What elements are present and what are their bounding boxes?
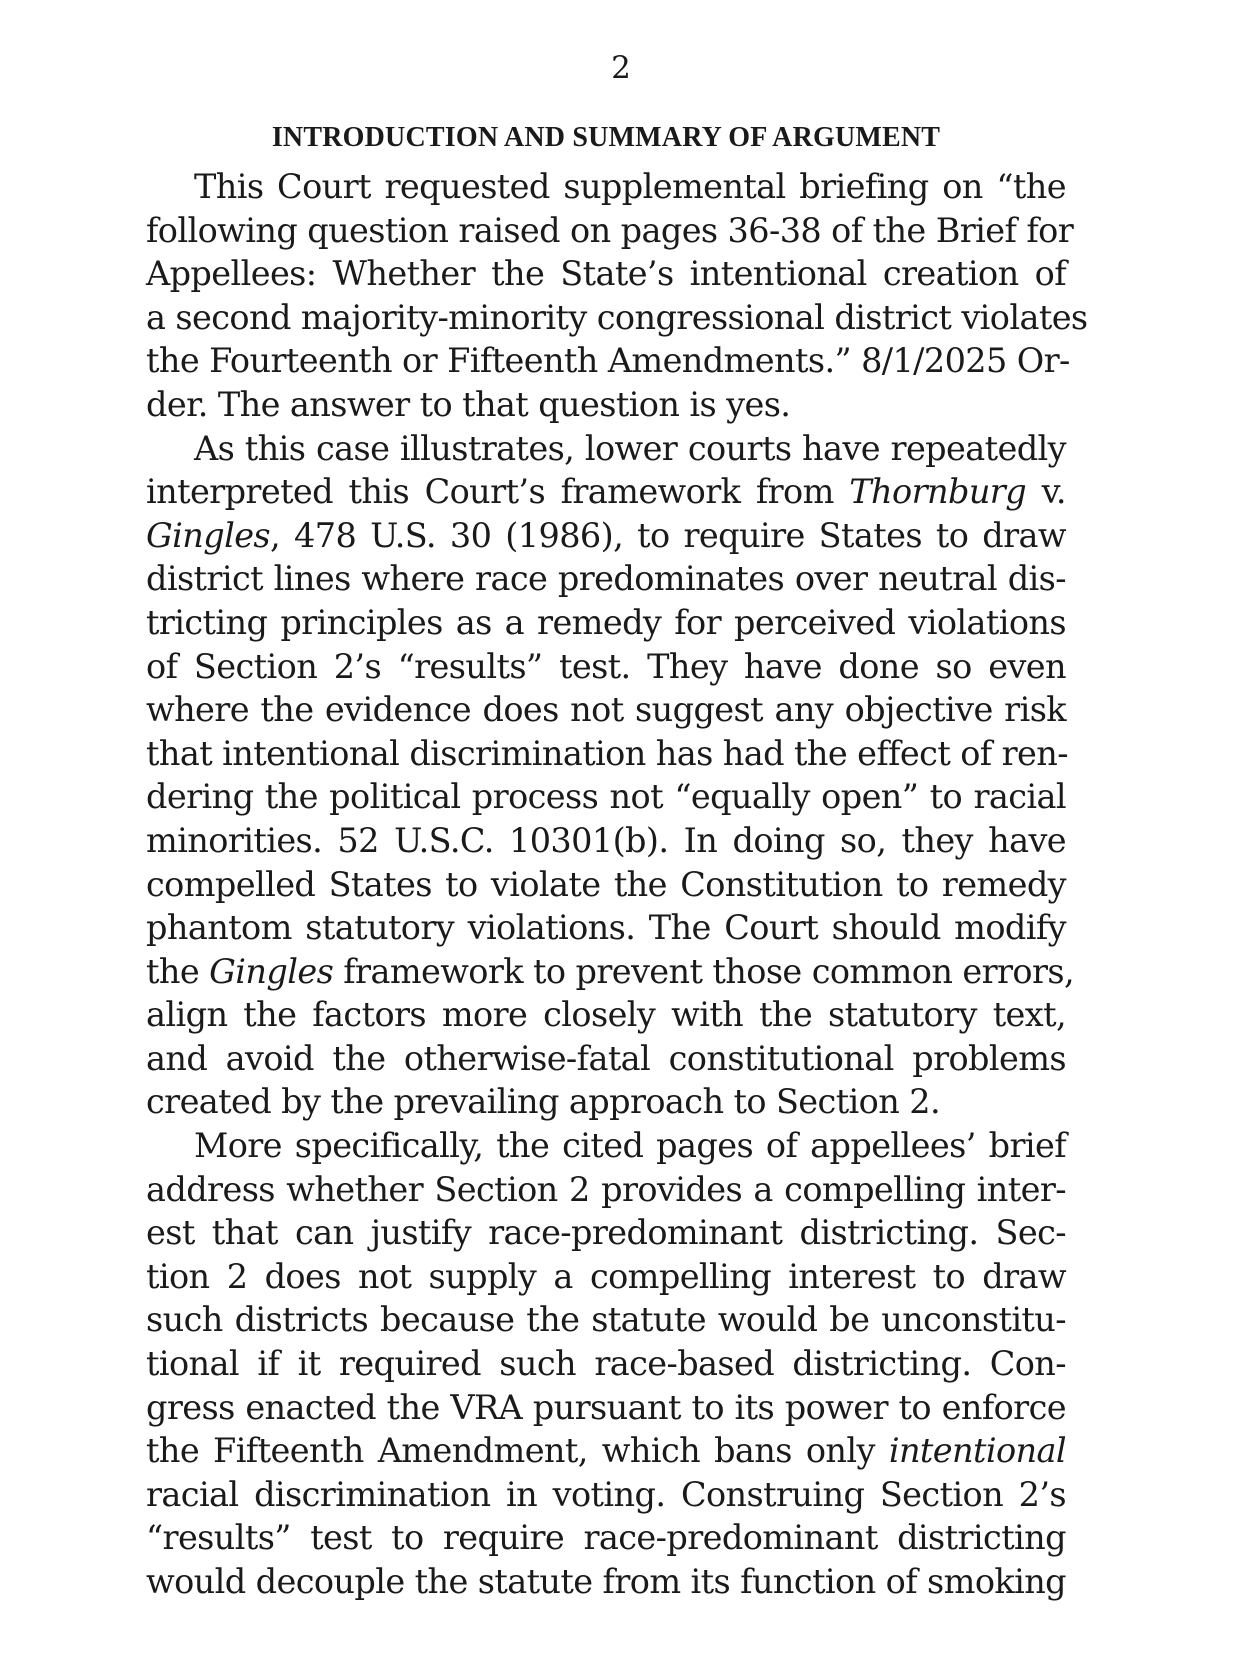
text-line: compelled States to violate the Constitution to remedy	[146, 864, 1066, 904]
text-line	[146, 514, 1066, 558]
text-line: a second majority-minority congressional district violates	[146, 297, 1088, 337]
paragraph-1	[146, 165, 1088, 427]
text-line: racial discrimination in voting. Construing Section 2’s	[146, 1474, 1066, 1514]
text-line	[146, 950, 1075, 994]
text-line: minorities. 52 U.S.C. 10301(b). In doing so, they have	[146, 820, 1066, 860]
text-segment: the	[146, 951, 200, 991]
paragraph-2	[146, 427, 1075, 1125]
text-line: dering the political process not “equally open” to racial	[146, 777, 1066, 817]
case-name-italic: Gingles	[146, 515, 271, 555]
paragraph-3	[146, 1124, 1066, 1604]
text-line: der. The answer to that question is yes.	[146, 384, 791, 424]
text-segment: , 478 U.S. 30 (1986), to require States to draw	[270, 515, 1066, 555]
text-line	[146, 470, 1066, 514]
text-line: align the factors more closely with the statutory text,	[146, 995, 1066, 1035]
text-line: Appellees: Whether the State’s intentional creation of	[146, 254, 1066, 294]
text-line: tricting principles as a remedy for perceived violations	[146, 602, 1066, 642]
text-line: and avoid the otherwise-fatal constitutional problems	[146, 1038, 1066, 1078]
text-line: tional if it required such race-based districting. Con-	[146, 1344, 1066, 1384]
text-segment: the Fifteenth Amendment, which bans only	[146, 1431, 875, 1471]
text-segment: interpreted this Court’s framework from	[146, 472, 834, 512]
text-line: such districts because the statute would be unconstitu-	[146, 1300, 1066, 1340]
text-line: following question raised on pages 36-38 of the Brief for	[146, 210, 1074, 250]
text-line: of Section 2’s “results” test. They have done so even	[146, 646, 1066, 686]
text-line: gress enacted the VRA pursuant to its power to enforce	[146, 1387, 1066, 1427]
text-line: More specifically, the cited pages of appellees’ brief	[194, 1126, 1066, 1166]
text-line: address whether Section 2 provides a compelling inter-	[146, 1169, 1066, 1209]
body-text	[146, 165, 1088, 1604]
text-line: “results” test to require race-predominant districting	[146, 1518, 1066, 1558]
emphasis-italic: intentional	[888, 1431, 1066, 1471]
text-line: This Court requested supplemental briefing on “the	[194, 167, 1066, 206]
text-line	[146, 1429, 1066, 1473]
case-name-italic: Thornburg	[849, 472, 1027, 512]
case-name-italic: Gingles	[209, 951, 334, 991]
page-number: 2	[611, 50, 631, 86]
text-segment: framework to prevent those common errors,	[343, 951, 1075, 991]
text-line: would decouple the statute from its function of smoking	[146, 1562, 1067, 1601]
text-line: est that can justify race-predominant districting. Sec-	[146, 1213, 1066, 1253]
text-line: As this case illustrates, lower courts have repeatedly	[194, 428, 1066, 468]
text-line: where the evidence does not suggest any objective risk	[146, 690, 1066, 730]
text-line: phantom statutory violations. The Court should modify	[146, 908, 1066, 948]
text-segment: v.	[1041, 472, 1066, 512]
text-line: district lines where race predominates over neutral dis-	[146, 559, 1066, 599]
section-heading: INTRODUCTION AND SUMMARY OF ARGUMENT	[271, 122, 941, 153]
text-line: that intentional discrimination has had the effect of ren-	[146, 733, 1068, 773]
text-line: tion 2 does not supply a compelling interest to draw	[146, 1256, 1066, 1296]
text-line: the Fourteenth or Fifteenth Amendments.” 8/1/2025 Or-	[146, 341, 1070, 381]
text-line: created by the prevailing approach to Section 2.	[146, 1082, 941, 1122]
